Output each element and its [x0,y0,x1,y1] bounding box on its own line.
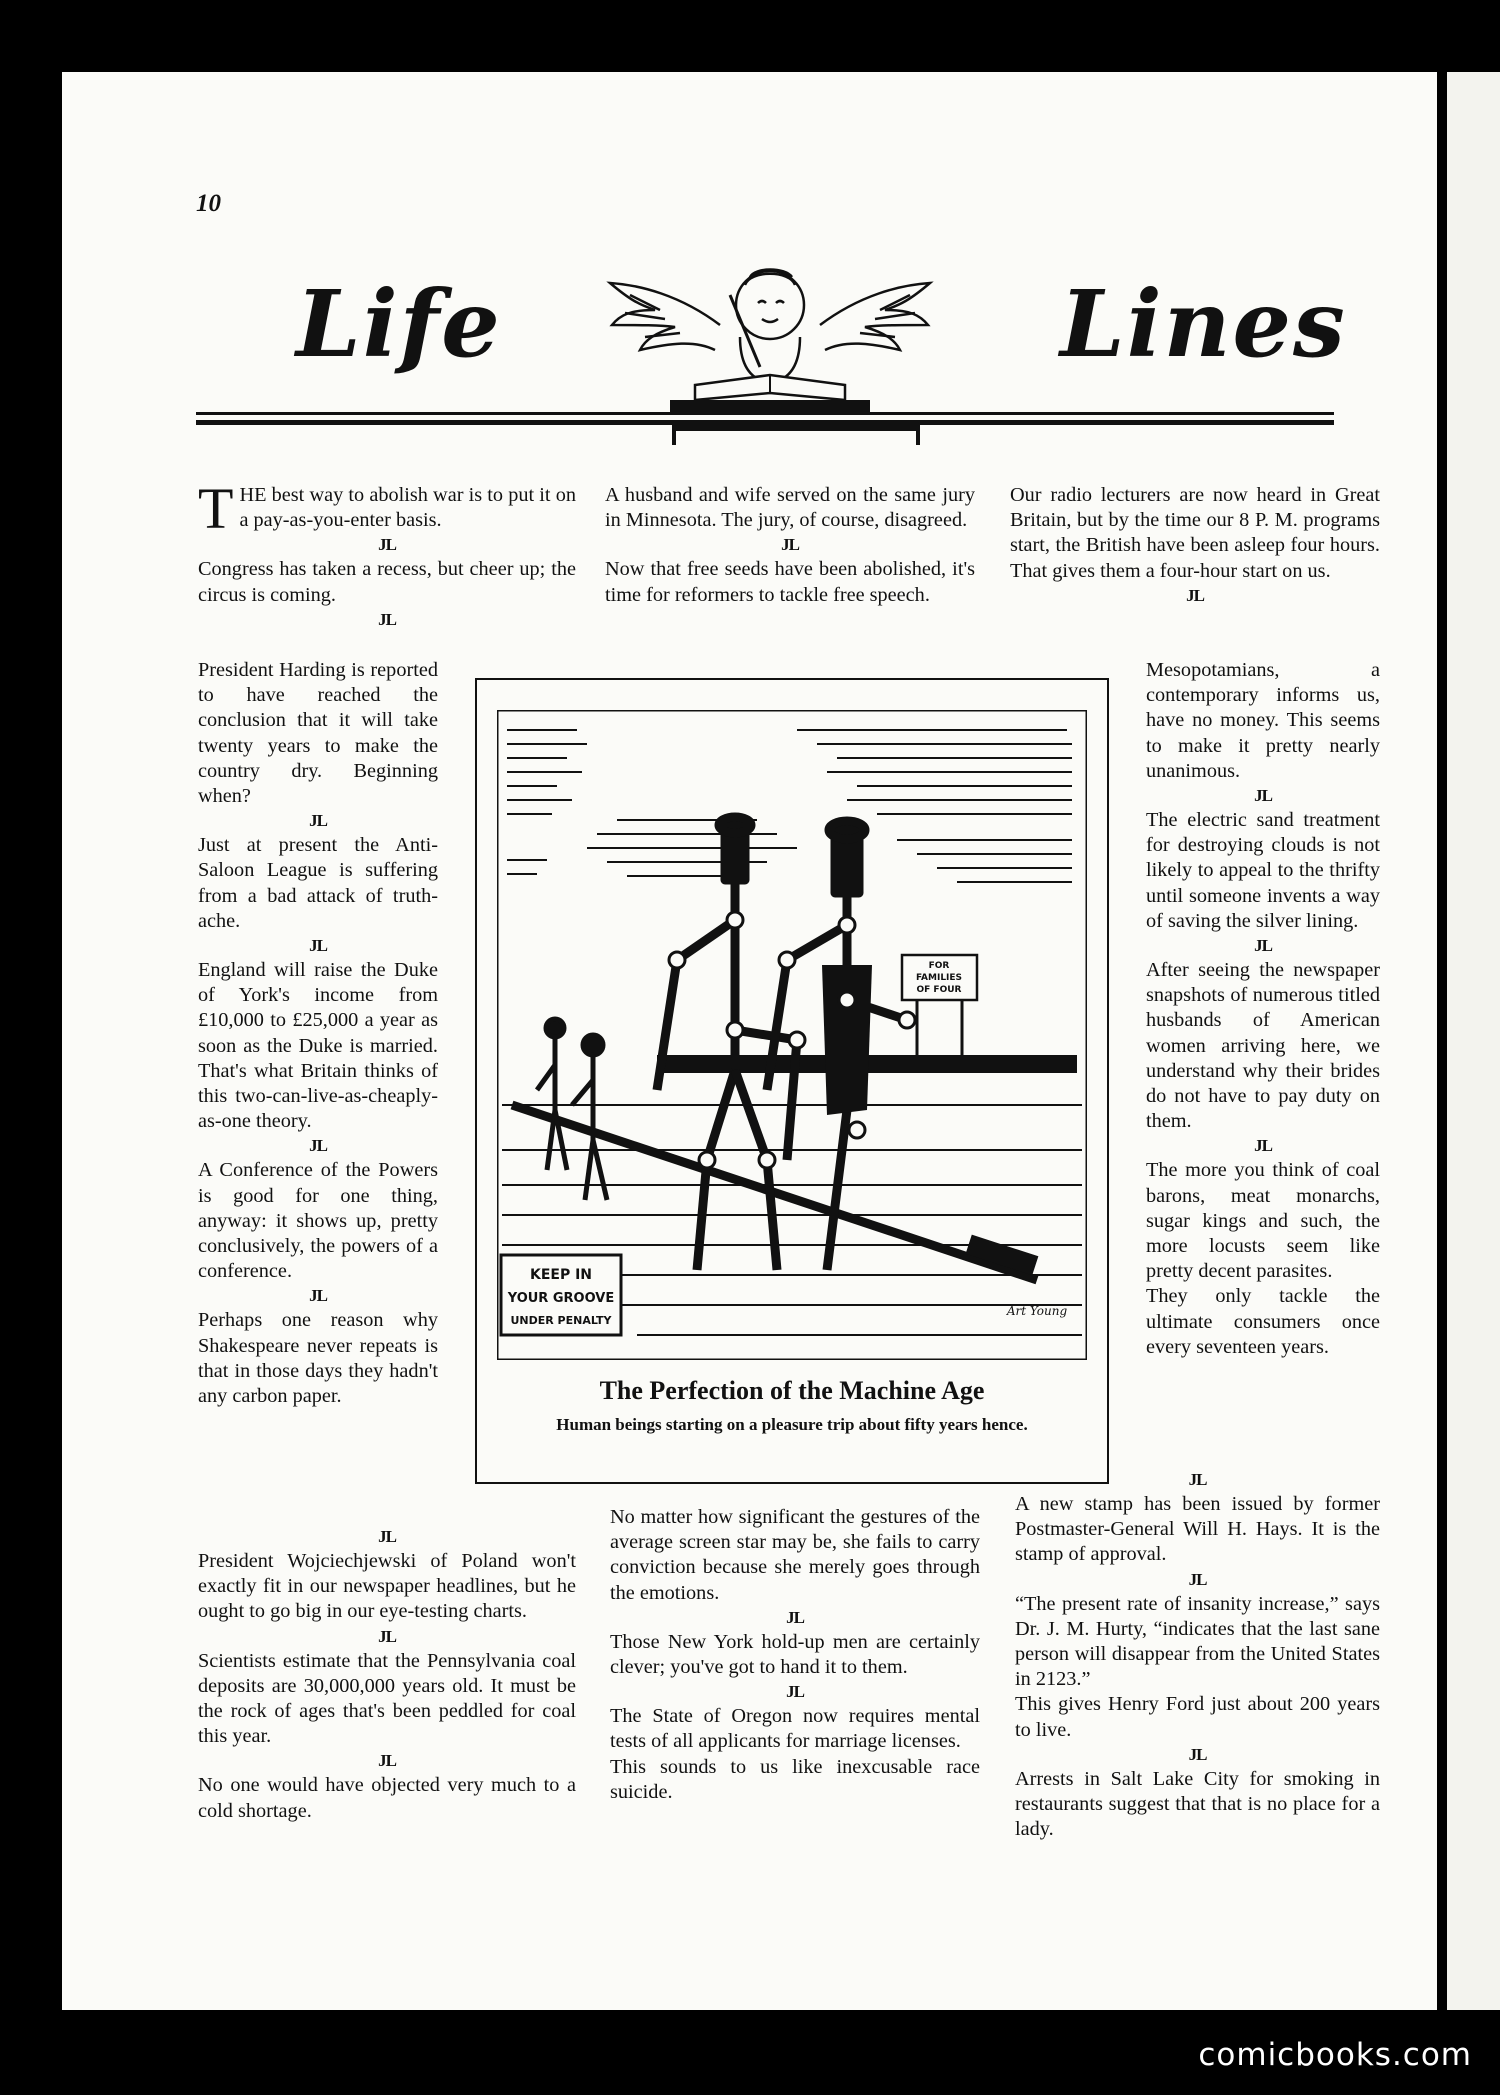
page-gutter [1437,72,1447,2010]
cherub-scribe-icon [600,255,940,415]
column-2-bottom [610,1505,980,1805]
separator-icon: JL [378,535,396,555]
paragraph: Those New York hold-up men are certainly clever; you've got to hand it to them. [610,1630,980,1679]
separator-icon: JL [309,936,327,956]
separator-icon: JL [309,1286,327,1306]
column-1-top [198,476,576,632]
placard-line-1: KEEP IN [529,1267,593,1283]
separator-icon: JL [1188,1569,1207,1589]
cartoon-illustration [497,710,1087,1360]
paragraph: Mesopotamians, a contemporary informs us, have no money. This seems to make it pretty nearly unanimous. [1146,659,1380,782]
separator-icon: JL [1188,1470,1207,1489]
separator-icon: JL [786,1682,804,1702]
paragraph: Perhaps one reason why Shakespeare never repeats is that in those days they hadn't any carbon paper. [198,1309,438,1408]
paragraph: The electric sand treatment for destroying clouds is not likely to appeal to the thrifty until someone invents a way of saving the silver lining. [1146,809,1380,932]
separator-icon: JL [378,1751,396,1771]
paragraph: The State of Oregon now requires mental tests of all applicants for marriage licenses. [610,1705,980,1753]
column-3-bottom [1015,1468,1380,1842]
separator-icon: JL [309,1136,327,1156]
watermark: comicbooks.com [1198,2037,1472,2073]
paragraph: Our radio lecturers are now heard in Great Britain, but by the time our 8 P. M. programs start, the British have been asleep four hours. That gives them a four-hour start on us. [1010,484,1380,582]
column-1-bottom [198,1525,576,1824]
paragraph: England will raise the Duke of York's income from £10,000 to £25,000 a year as soon as the Duke is married. That's what Britain thinks of this two-can-live-as-cheaply-as-one theory. [198,959,438,1133]
separator-icon: JL [781,535,799,555]
cartoon-caption-title: The Perfection of the Machine Age [599,1376,985,1405]
header-title-right: Lines [1060,270,1347,378]
paragraph: A Conference of the Powers is good for one thing, anyway: it shows up, pretty conclusively, the powers of a conference. [198,1159,438,1283]
separator-icon: JL [378,1527,396,1546]
paragraph: Now that free seeds have been abolished, it's time for reformers to tackle free speech. [605,558,975,606]
paragraph: Scientists estimate that the Pennsylvania coal deposits are 30,000,000 years old. It must be the rock of ages that's been peddled for coal this year. [198,1649,576,1748]
cartoon-caption-subtitle: Human beings starting on a pleasure trip about fifty years hence. [556,1415,1028,1434]
artist-signature: Art Young [1006,1304,1068,1318]
header-rule-shelf [672,425,920,431]
paragraph: President Wojciechjewski of Poland won't exactly fit in our newspaper headlines, but he ought to go big in our eye-testing charts. [198,1550,576,1623]
placard-line-2: YOUR GROOVE [507,1291,615,1306]
paragraph: Just at present the Anti-Saloon League is suffering from a bad attack of truth-ache. [198,834,438,932]
column-2-top [605,483,975,608]
separator-icon: JL [378,609,396,629]
separator-icon: JL [1254,1136,1272,1156]
page-number: 10 [196,190,221,217]
paragraph: Congress has taken a recess, but cheer up; the circus is coming. [198,558,576,606]
placard-line-3: UNDER PENALTY [510,1314,612,1327]
column-1-narrow [198,658,438,1409]
separator-icon: JL [1254,786,1272,806]
column-3-top [1010,483,1380,608]
paragraph: “The present rate of insanity increase,” says Dr. J. M. Hurty, “indicates that the last sane person will disappear from the United States in 2123.” [1015,1592,1380,1691]
paragraph: A husband and wife served on the same jury in Minnesota. The jury, of course, disagreed. [605,484,975,532]
header-title-left: Life [296,270,502,378]
column-3-narrow [1146,658,1380,1360]
paragraph: Arrests in Salt Lake City for smoking in restaurants suggest that that is no place for a lady. [1015,1767,1380,1841]
paragraph: This sounds to us like inexcusable race suicide. [610,1755,980,1803]
header-rule-top [196,412,1334,415]
separator-icon: JL [1254,936,1272,956]
separator-icon: JL [786,1607,804,1627]
paragraph: No one would have objected very much to a cold shortage. [198,1774,576,1822]
next-page-edge [1447,72,1500,2010]
separator-icon: JL [1188,1744,1207,1764]
paragraph: THE best way to abolish war is to put it on a pay-as-you-enter basis. [198,476,576,541]
sign-line-3: OF FOUR [916,985,962,995]
drop-cap: T [198,476,234,541]
separator-icon: JL [1186,585,1204,605]
paragraph: They only tackle the ultimate consumers once every seventeen years. [1146,1285,1380,1358]
paragraph: The more you think of coal barons, meat monarchs, sugar kings and such, the more locusts seem like pretty decent parasites. [1146,1159,1380,1283]
sign-line-1: FOR [928,961,950,971]
cartoon-frame [475,678,1109,1484]
paragraph: No matter how significant the gestures of the average screen star may be, she fails to carry conviction because she merely goes through the emotions. [610,1506,980,1604]
paragraph: This gives Henry Ford just about 200 years to live. [1015,1693,1380,1741]
separator-icon: JL [309,811,327,831]
paragraph: President Harding is reported to have reached the conclusion that it will take twenty years to make the country dry. Beginning when? [198,659,438,808]
separator-icon: JL [378,1626,396,1646]
paragraph: After seeing the newspaper snapshots of numerous titled husbands of American women arriving here, we understand why their brides do not have to pay duty on them. [1146,959,1380,1133]
paragraph: A new stamp has been issued by former Postmaster-General Will H. Hays. It is the stamp of approval. [1015,1493,1380,1566]
sign-line-2: FAMILIES [915,973,963,983]
